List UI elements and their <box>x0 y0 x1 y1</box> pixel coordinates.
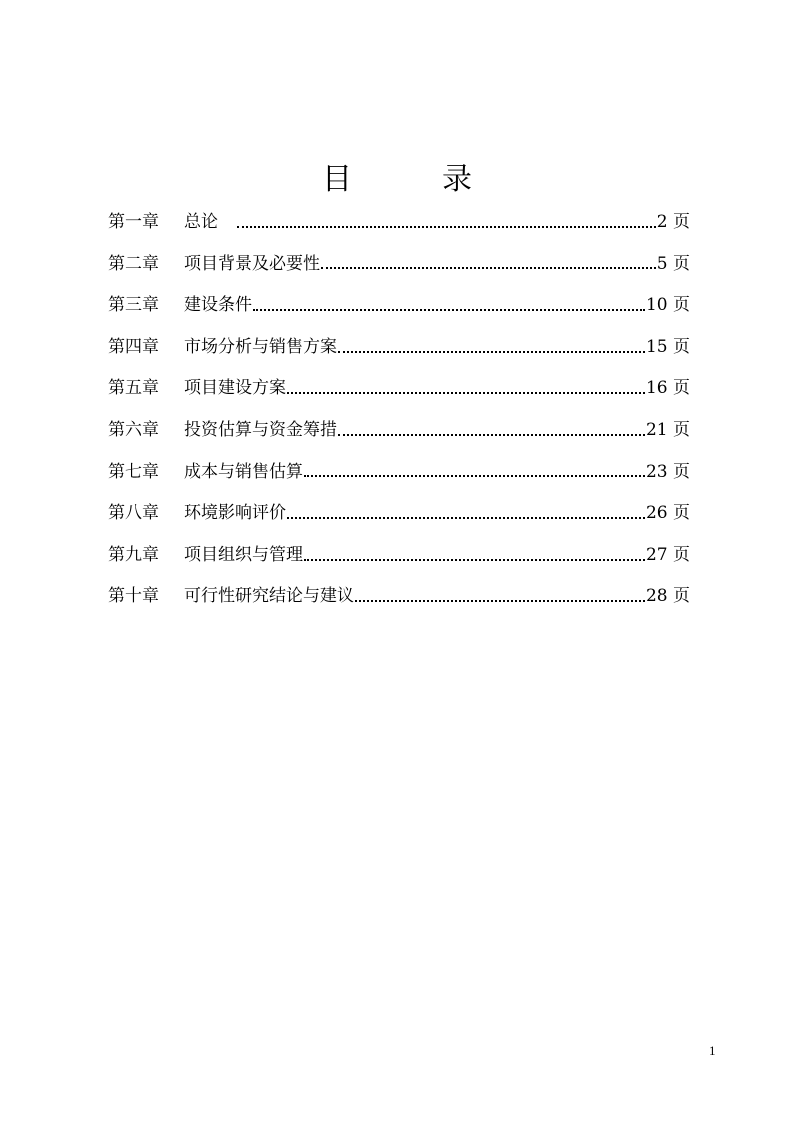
toc-chapter-title: 项目背景及必要性 <box>184 253 320 274</box>
toc-page-number: 26 页 <box>645 503 690 524</box>
toc-chapter: 第八章 <box>108 503 159 524</box>
toc-leader <box>287 382 645 402</box>
toc-chapter-title: 总论 <box>184 212 218 232</box>
toc-chapter: 第三章 <box>108 295 159 316</box>
toc-page-number: 23 页 <box>645 461 690 482</box>
toc-entry[interactable] <box>108 205 690 247</box>
toc-page-number: 10 页 <box>645 295 690 316</box>
toc-chapter: 第二章 <box>108 253 159 274</box>
toc-leader <box>304 465 645 485</box>
toc-entry[interactable] <box>108 538 690 580</box>
toc-page-number: 28 页 <box>645 586 690 607</box>
toc-entry[interactable] <box>108 247 690 289</box>
toc-entry[interactable] <box>108 579 690 621</box>
toc-chapter-title: 环境影响评价 <box>184 503 286 524</box>
toc-chapter-title: 建设条件 <box>184 295 252 316</box>
toc-chapter-title: 市场分析与销售方案 <box>184 336 337 357</box>
toc-chapter: 第十章 <box>108 586 159 607</box>
toc-page-number: 16 页 <box>645 378 690 399</box>
toc-chapter: 第五章 <box>108 378 159 399</box>
toc-chapter-title: 可行性研究结论与建议 <box>184 586 354 607</box>
toc-leader <box>237 216 656 236</box>
toc-page-number: 15 页 <box>645 336 690 357</box>
toc-entry[interactable] <box>108 288 690 330</box>
toc-leader <box>304 549 645 569</box>
toc-chapter: 第九章 <box>108 544 159 565</box>
toc-chapter: 第一章 <box>108 212 159 232</box>
toc-page-number: 27 页 <box>645 544 690 565</box>
toc-entry[interactable] <box>108 330 690 372</box>
toc-leader <box>253 299 645 319</box>
toc-chapter-title: 投资估算与资金筹措 <box>184 419 337 440</box>
toc-title <box>0 160 794 200</box>
toc-entry[interactable] <box>108 496 690 538</box>
toc-entry[interactable] <box>108 413 690 455</box>
toc-chapter-title: 项目组织与管理 <box>184 544 303 565</box>
toc-chapter-title: 成本与销售估算 <box>184 461 303 482</box>
toc-chapter: 第六章 <box>108 419 159 440</box>
title-char-2: 录 <box>442 162 472 197</box>
toc-leader <box>338 424 645 444</box>
table-of-contents <box>108 205 690 621</box>
toc-page-number: 21 页 <box>645 419 690 440</box>
title-char-1: 目 <box>322 162 352 197</box>
toc-page-number: 5 页 <box>656 253 690 274</box>
toc-leader <box>287 507 645 527</box>
toc-chapter-title: 项目建设方案 <box>184 378 286 399</box>
toc-leader <box>338 341 645 361</box>
toc-leader <box>321 257 656 277</box>
page-number: 1 <box>709 1043 716 1058</box>
toc-entry[interactable] <box>108 371 690 413</box>
toc-page-number: 2 页 <box>656 212 690 232</box>
toc-chapter: 第七章 <box>108 461 159 482</box>
toc-leader <box>355 590 645 610</box>
toc-chapter: 第四章 <box>108 336 159 357</box>
toc-entry[interactable] <box>108 455 690 497</box>
